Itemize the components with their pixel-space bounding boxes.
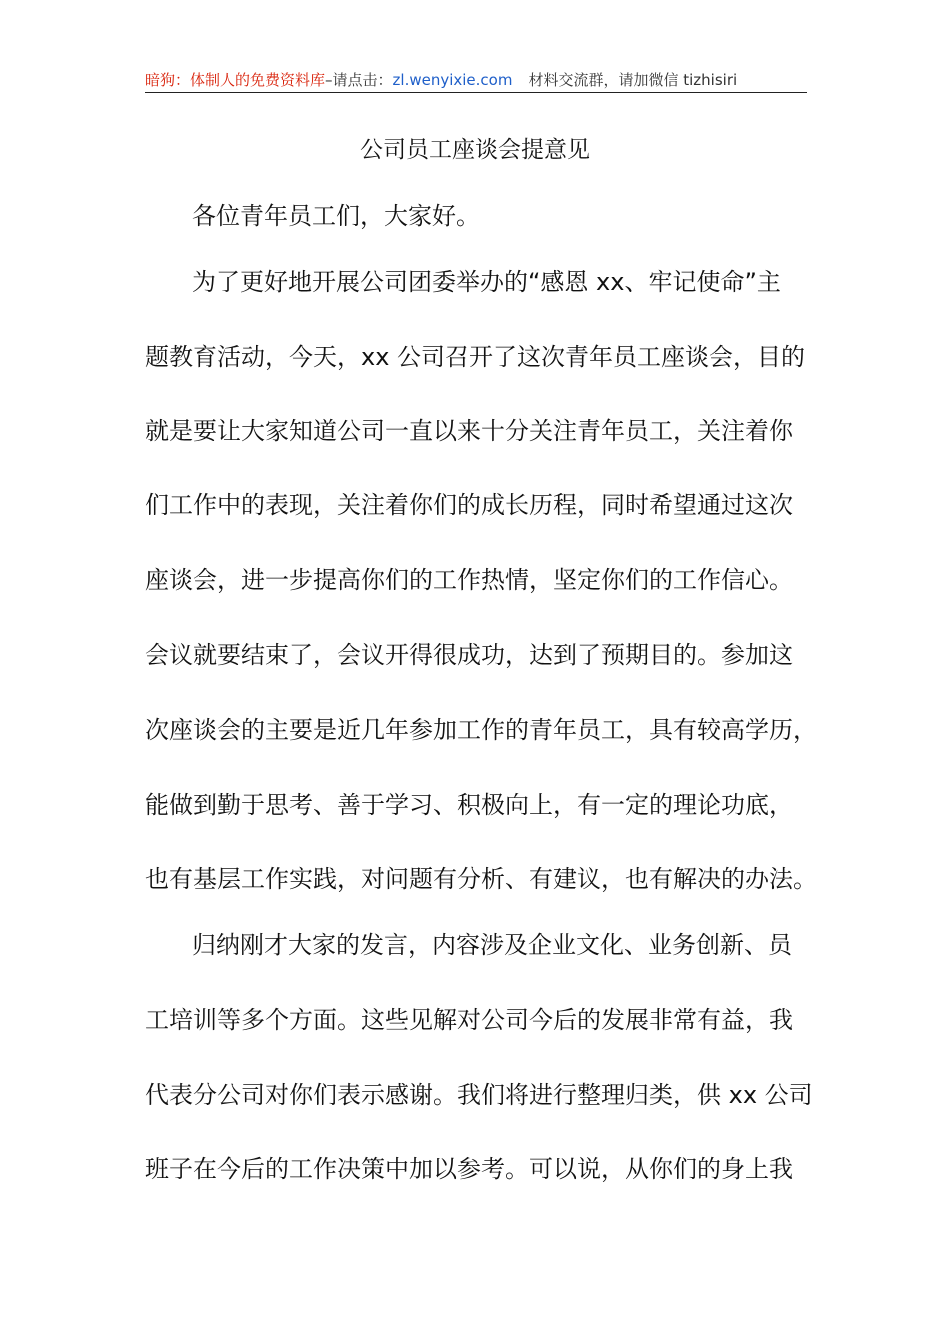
body-line: 归纳刚才大家的发言，内容涉及企业文化、业务创新、员	[192, 931, 792, 959]
header-brand: 暗狗：体制人的免费资料库	[145, 71, 326, 89]
body-line: 次座谈会的主要是近几年参加工作的青年员工，具有较高学历，	[145, 716, 817, 744]
body-line: 座谈会，进一步提高你们的工作热情，坚定你们的工作信心。	[145, 566, 793, 594]
header-divider	[145, 92, 807, 93]
body-line: 题教育活动，今天，xx 公司召开了这次青年员工座谈会，目的	[145, 343, 806, 371]
body-line: 就是要让大家知道公司一直以来十分关注青年员工，关注着你	[145, 417, 793, 445]
body-line: 会议就要结束了，会议开得很成功，达到了预期目的。参加这	[145, 641, 793, 669]
body-line: 能做到勤于思考、善于学习、积极向上，有一定的理论功底，	[145, 791, 793, 819]
page-header	[145, 68, 805, 92]
body-line: 各位青年员工们，大家好。	[192, 202, 480, 230]
body-line: 工培训等多个方面。这些见解对公司今后的发展非常有益，我	[145, 1006, 793, 1034]
header-wechat-note: 材料交流群，请加微信 tizhisiri	[528, 71, 738, 89]
header-url-link[interactable]: zl.wenyixie.com	[392, 71, 513, 89]
body-line: 也有基层工作实践，对问题有分析、有建议，也有解决的办法。	[145, 865, 817, 893]
body-line: 代表分公司对你们表示感谢。我们将进行整理归类，供 xx 公司	[145, 1081, 813, 1109]
body-line: 班子在今后的工作决策中加以参考。可以说，从你们的身上我	[145, 1155, 793, 1183]
header-link-label: –请点击：	[325, 71, 393, 89]
body-line: 们工作中的表现，关注着你们的成长历程，同时希望通过这次	[145, 491, 793, 519]
body-line: 为了更好地开展公司团委举办的“感恩 xx、牢记使命”主	[192, 268, 781, 296]
document-title: 公司员工座谈会提意见	[360, 137, 590, 163]
